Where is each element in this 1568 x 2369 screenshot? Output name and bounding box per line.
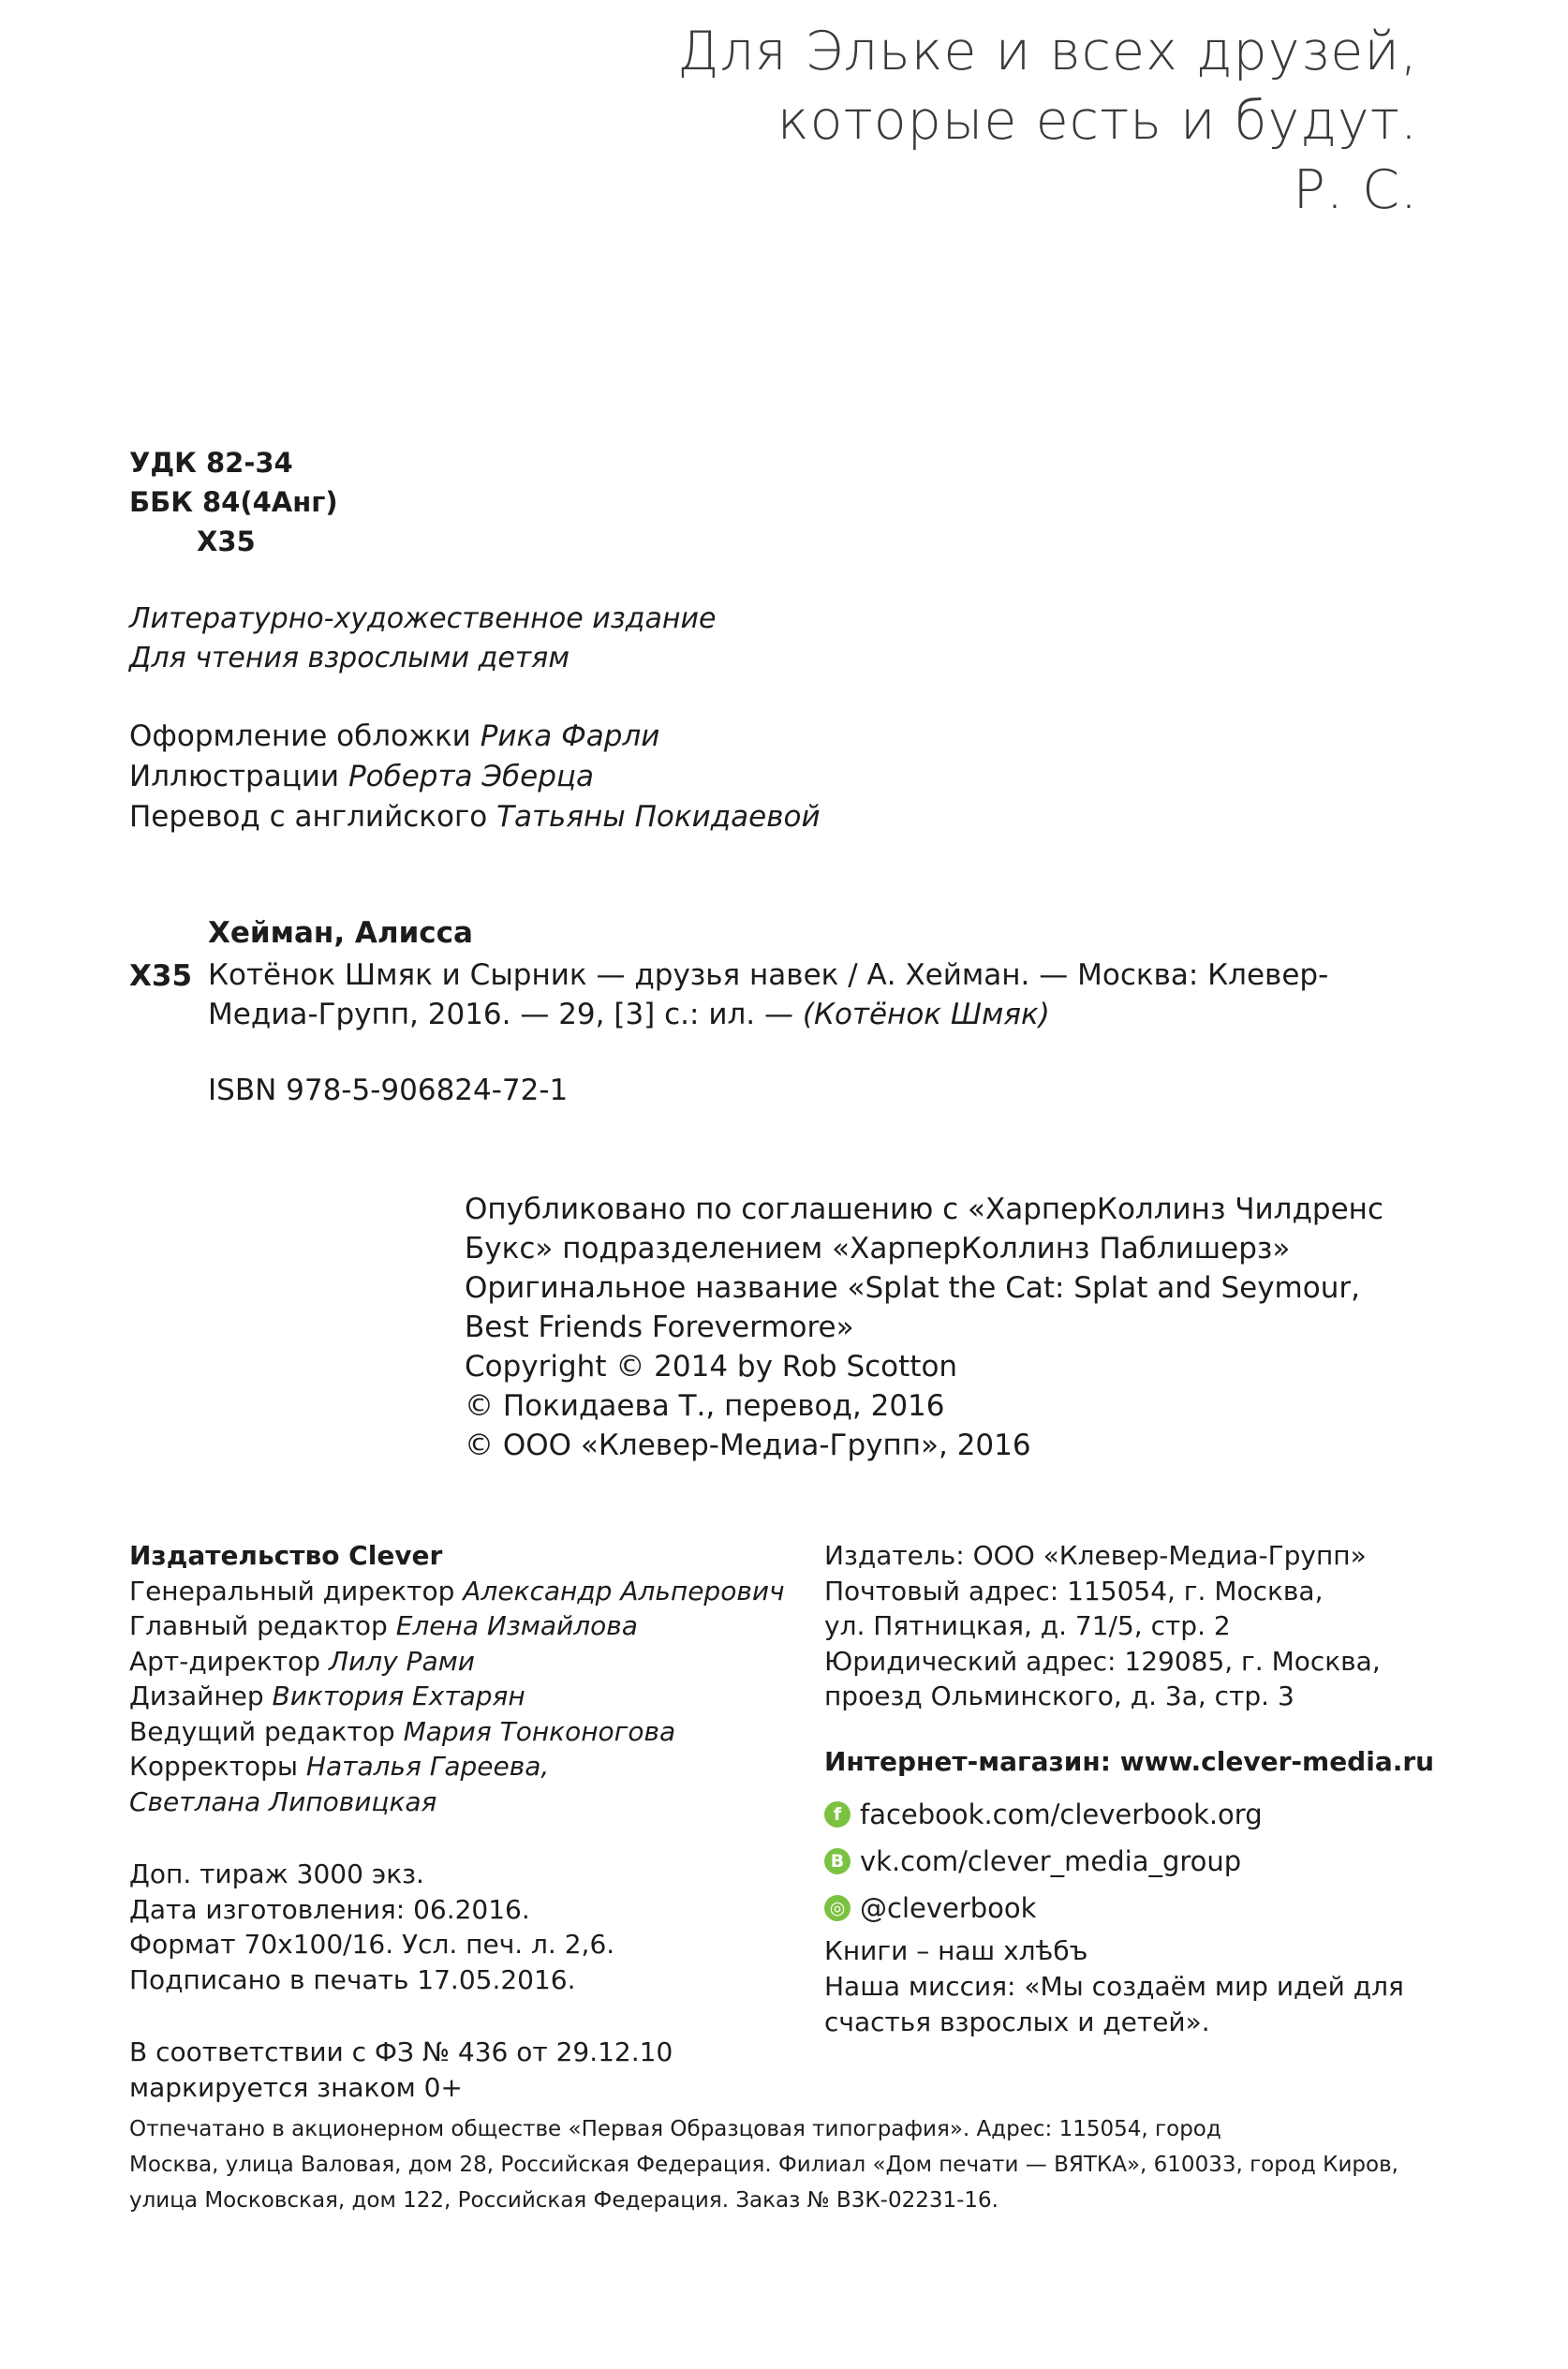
staff-name: Виктория Ехтарян xyxy=(272,1681,525,1711)
social-link-text: @cleverbook xyxy=(860,1892,1037,1924)
print-info xyxy=(129,1857,614,1997)
bib-description xyxy=(208,955,1435,1034)
footer-line: улица Московская, дом 122, Российская Федерация. Заказ № В3К-02231-16. xyxy=(129,2188,998,2213)
publisher-line: Издатель: ООО «Клевер-Медиа-Групп» xyxy=(824,1540,1367,1571)
rights-line: Опубликовано по соглашению с «ХарперКоллинз Чилдренс xyxy=(465,1192,1383,1226)
rights-line: © Покидаева Т., перевод, 2016 xyxy=(465,1389,945,1423)
credit-role: Оформление обложки xyxy=(129,719,481,753)
bib-code: Х35 xyxy=(129,959,193,993)
credits xyxy=(129,717,821,837)
staff-role: Арт-директор xyxy=(129,1645,329,1677)
staff-row xyxy=(129,1749,785,1784)
staff-name: Лилу Рами xyxy=(328,1645,475,1677)
print-line: Доп. тираж 3000 экз. xyxy=(129,1858,424,1889)
rights-line: © ООО «Клевер-Медиа-Групп», 2016 xyxy=(465,1429,1031,1462)
credit-role: Иллюстрации xyxy=(129,760,348,793)
staff-row xyxy=(129,1714,785,1750)
facebook-icon: f xyxy=(824,1801,851,1828)
credit-name: Роберта Эберца xyxy=(348,760,594,793)
conformity-line: В соответствии с ФЗ № 436 от 29.12.10 xyxy=(129,2036,673,2067)
print-line: Подписано в печать 17.05.2016. xyxy=(129,1963,576,1995)
rights-line: Best Friends Forevermore» xyxy=(465,1310,854,1344)
rights-line: Оригинальное название «Splat the Cat: Splat and Seymour, xyxy=(465,1271,1360,1305)
social-link-text: facebook.com/cleverbook.org xyxy=(860,1799,1263,1830)
credit-line xyxy=(129,797,821,837)
instagram-icon: ◎ xyxy=(824,1895,851,1921)
credit-line xyxy=(129,717,821,757)
print-line: Дата изготовления: 06.2016. xyxy=(129,1893,530,1925)
publisher-info xyxy=(824,1538,1381,1714)
social-link-facebook xyxy=(824,1791,1263,1838)
social-link-instagram xyxy=(824,1885,1263,1932)
staff-name: Мария Тонконогова xyxy=(403,1715,676,1747)
author-mark: Х35 xyxy=(197,526,256,557)
social-links xyxy=(824,1791,1263,1932)
dedication-line: Р. С. xyxy=(1293,159,1418,221)
mission-statement xyxy=(824,1933,1404,2040)
isbn: ISBN 978-5-906824-72-1 xyxy=(208,1073,569,1107)
genre-note xyxy=(129,600,716,678)
vk-icon: В xyxy=(824,1848,851,1874)
credit-line xyxy=(129,757,821,797)
social-link-vk xyxy=(824,1838,1263,1885)
credit-role: Перевод с английского xyxy=(129,800,497,834)
classification-codes xyxy=(129,443,338,561)
publisher-line: проезд Ольминского, д. 3а, стр. 3 xyxy=(824,1681,1294,1711)
publisher-line: ул. Пятницкая, д. 71/5, стр. 2 xyxy=(824,1610,1231,1641)
udk-code: УДК 82-34 xyxy=(129,447,293,479)
footer-line: Москва, улица Валовая, дом 28, Российская Федерация. Филиал «Дом печати — ВЯТКА», 610033, город Киров, xyxy=(129,2153,1398,2177)
social-link-text: vk.com/clever_media_group xyxy=(860,1845,1242,1877)
dedication-line: Для Эльке и всех друзей, xyxy=(677,21,1418,82)
print-line: Формат 70х100/16. Усл. печ. л. 2,6. xyxy=(129,1929,615,1960)
staff-row xyxy=(129,1574,785,1609)
mission-line: счастья взрослых и детей». xyxy=(824,2006,1210,2037)
staff-name: Наталья Гареева, xyxy=(305,1751,550,1782)
staff-name: Александр Альперович xyxy=(463,1575,785,1606)
printing-footer xyxy=(129,2111,1441,2218)
staff-heading: Издательство Clever xyxy=(129,1540,443,1571)
publisher-staff xyxy=(129,1538,785,1819)
mission-line: Наша миссия: «Мы создаём мир идей для xyxy=(824,1971,1404,2002)
dedication-line: которые есть и будут. xyxy=(777,90,1418,152)
staff-name: Светлана Липовицкая xyxy=(129,1785,437,1817)
genre-line: Для чтения взрослыми детям xyxy=(129,642,570,674)
footer-line: Отпечатано в акционерном обществе «Первая Образцовая типография». Адрес: 115054, город xyxy=(129,2117,1221,2141)
credit-name: Татьяны Покидаевой xyxy=(496,800,821,834)
staff-role: Корректоры xyxy=(129,1751,306,1782)
staff-name: Елена Измайлова xyxy=(395,1610,638,1641)
staff-row xyxy=(129,1679,785,1714)
staff-role: Ведущий редактор xyxy=(129,1715,404,1747)
conformity-line: маркируется знаком 0+ xyxy=(129,2071,463,2103)
genre-line: Литературно-художественное издание xyxy=(129,602,717,635)
staff-role: Дизайнер xyxy=(129,1681,273,1711)
publisher-line: Юридический адрес: 129085, г. Москва, xyxy=(824,1645,1381,1677)
bib-author: Хейман, Алисса xyxy=(208,916,473,950)
staff-row xyxy=(129,1608,785,1644)
bib-series: (Котёнок Шмяк) xyxy=(802,998,1050,1031)
staff-row xyxy=(129,1644,785,1680)
online-shop: Интернет-магазин: www.clever-media.ru xyxy=(824,1746,1435,1777)
rights-line: Букс» подразделением «ХарперКоллинз Паблишерз» xyxy=(465,1232,1291,1266)
dedication xyxy=(677,17,1418,225)
publisher-line: Почтовый адрес: 115054, г. Москва, xyxy=(824,1575,1324,1606)
rights-block xyxy=(465,1190,1383,1465)
bbk-code: ББК 84(4Анг) xyxy=(129,486,338,518)
staff-row xyxy=(129,1784,785,1820)
staff-role: Генеральный директор xyxy=(129,1575,464,1606)
conformity-note xyxy=(129,2035,673,2105)
staff-role: Главный редактор xyxy=(129,1610,396,1641)
rights-line: Copyright © 2014 by Rob Scotton xyxy=(465,1350,958,1384)
credit-name: Рика Фарли xyxy=(480,719,660,753)
mission-line: Книги – наш хлѣбъ xyxy=(824,1935,1088,1966)
bib-description-text: Котёнок Шмяк и Сырник — друзья навек / А. Хейман. — Москва: Клевер-Медиа-Групп, 2016. — 29, [3] с.: ил. — xyxy=(208,958,1329,1031)
